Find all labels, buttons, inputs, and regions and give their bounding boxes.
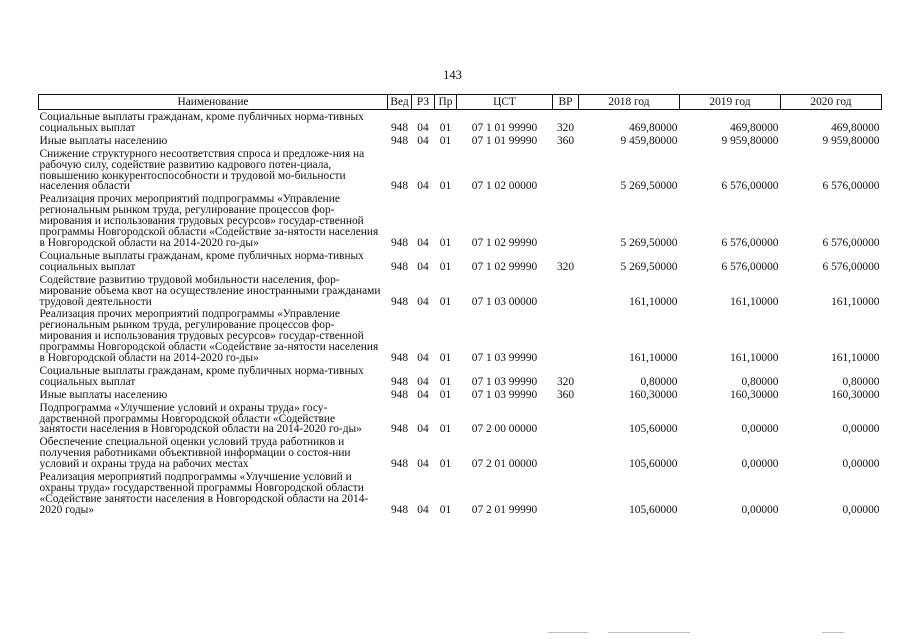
table-header-row — [39, 95, 882, 110]
row-name: Обеспечение специальной оценки условий труда работников и получения работниками объективной информации о состоя-нии условий и охраны труда на рабочих местах — [39, 436, 351, 471]
row-pr: 01 — [439, 503, 452, 516]
row-2018: 9 459,80000 — [620, 134, 678, 147]
row-2019: 469,80000 — [730, 121, 779, 134]
row-2019: 0,00000 — [741, 458, 779, 471]
row-vr: 320 — [556, 121, 575, 134]
table-row — [39, 149, 882, 195]
row-pr: 01 — [439, 236, 452, 249]
row-pr: 01 — [439, 375, 452, 388]
row-pr: 01 — [439, 180, 452, 193]
row-cst: 07 1 02 00000 — [471, 180, 538, 193]
row-2019: 6 576,00000 — [721, 236, 779, 249]
row-2019: 160,30000 — [730, 388, 779, 401]
row-name: Реализация прочих мероприятий подпрограммы «Управление региональным рынком труда, регулирование процессов фор-мирования и использования трудовых ресурсов» государ-ственной программы Новгородской области «Содействие за-нятости населения в Новгородской области на 2014-2020 го-ды» — [39, 308, 379, 365]
header-name: Наименование — [39, 95, 388, 110]
row-ved: 948 — [390, 503, 409, 516]
row-vr: 360 — [556, 388, 575, 401]
row-vr — [553, 403, 579, 438]
row-vr: 320 — [556, 375, 575, 388]
row-2019: 6 576,00000 — [721, 260, 779, 273]
row-2020: 0,00000 — [842, 423, 880, 436]
row-2019: 0,80000 — [741, 375, 779, 388]
table-row — [39, 194, 882, 251]
row-rz: 04 — [417, 134, 429, 147]
row-name: Подпрограмма «Улучшение условий и охраны труда» госу-дарственной программы Новгородской области «Содействие занятости населения в Новгородской области на 2014-2020 го-ды» — [39, 401, 362, 436]
table-row — [39, 390, 882, 403]
row-rz: 04 — [417, 260, 429, 273]
row-vr — [553, 149, 579, 195]
table-row — [39, 309, 882, 366]
table-row — [39, 110, 882, 136]
row-2020: 6 576,00000 — [822, 180, 880, 193]
row-rz: 04 — [417, 121, 429, 134]
header-vr: ВР — [553, 95, 579, 110]
table-row — [39, 136, 882, 149]
scan-artifact — [548, 632, 588, 633]
scan-artifact — [608, 632, 690, 633]
row-ved: 948 — [390, 375, 409, 388]
header-rz: РЗ — [412, 95, 435, 110]
row-2018: 105,60000 — [629, 423, 678, 436]
row-cst: 07 1 03 00000 — [471, 295, 538, 308]
row-2018: 105,60000 — [629, 458, 678, 471]
row-2020: 9 959,80000 — [822, 134, 880, 147]
row-cst: 07 1 03 99990 — [471, 352, 538, 365]
row-2019: 0,00000 — [741, 423, 779, 436]
row-rz: 04 — [417, 423, 429, 436]
row-2018: 160,30000 — [629, 388, 678, 401]
row-ved: 948 — [390, 180, 409, 193]
header-cst: ЦСТ — [457, 95, 553, 110]
row-ved: 948 — [390, 295, 409, 308]
row-ved: 948 — [390, 423, 409, 436]
row-name: Иные выплаты населению — [39, 134, 168, 147]
row-rz: 04 — [417, 458, 429, 471]
row-name: Содействие развитию трудовой мобильности населения, фор-мирование объема квот на осуществление иностранными гражданами трудовой деятельности — [39, 273, 381, 308]
row-2018: 161,10000 — [629, 295, 678, 308]
row-rz: 04 — [417, 388, 429, 401]
row-pr: 01 — [439, 260, 452, 273]
row-cst: 07 2 00 00000 — [471, 423, 538, 436]
header-pr: Пр — [435, 95, 457, 110]
row-vr — [553, 437, 579, 472]
row-2018: 105,60000 — [629, 503, 678, 516]
row-rz: 04 — [417, 352, 429, 365]
row-pr: 01 — [439, 423, 452, 436]
row-pr: 01 — [439, 121, 452, 134]
row-name: Иные выплаты населению — [39, 388, 168, 401]
row-cst: 07 1 02 99990 — [471, 236, 538, 249]
row-2019: 6 576,00000 — [721, 180, 779, 193]
row-name: Реализация прочих мероприятий подпрограммы «Управление региональным рынком труда, регулирование процессов фор-мирования и использования трудовых ресурсов» государ-ственной программы Новгородской области «Содействие за-нятости населения в Новгородской области на 2014-2020 го-ды» — [39, 193, 379, 249]
row-2020: 0,00000 — [842, 503, 880, 516]
row-2018: 5 269,50000 — [620, 260, 678, 273]
row-vr: 360 — [556, 134, 575, 147]
row-rz: 04 — [417, 180, 429, 193]
row-name: Социальные выплаты гражданам, кроме публичных норма-тивных социальных выплат — [39, 364, 364, 388]
table-row — [39, 403, 882, 438]
row-rz: 04 — [417, 236, 429, 249]
row-2018: 5 269,50000 — [620, 180, 678, 193]
row-pr: 01 — [439, 352, 452, 365]
row-2019: 9 959,80000 — [721, 134, 779, 147]
row-2019: 0,00000 — [741, 503, 779, 516]
header-ved: Вед — [388, 95, 412, 110]
row-2020: 6 576,00000 — [822, 260, 880, 273]
row-ved: 948 — [390, 388, 409, 401]
row-cst: 07 2 01 00000 — [471, 458, 538, 471]
row-pr: 01 — [439, 295, 452, 308]
row-vr — [553, 275, 579, 310]
row-ved: 948 — [390, 121, 409, 134]
page-number: 143 — [443, 68, 462, 82]
row-cst: 07 1 03 99990 — [471, 375, 538, 388]
row-2018: 0,80000 — [640, 375, 678, 388]
table-row — [39, 472, 882, 518]
row-pr: 01 — [439, 388, 452, 401]
row-2018: 161,10000 — [629, 352, 678, 365]
row-2020: 6 576,00000 — [822, 236, 880, 249]
row-pr: 01 — [439, 458, 452, 471]
row-vr — [553, 309, 579, 366]
row-ved: 948 — [390, 352, 409, 365]
row-pr: 01 — [439, 134, 452, 147]
row-ved: 948 — [390, 236, 409, 249]
row-cst: 07 1 02 99990 — [471, 260, 538, 273]
row-2020: 0,80000 — [842, 375, 880, 388]
row-vr — [553, 472, 579, 518]
header-2020: 2020 год — [781, 95, 882, 110]
row-rz: 04 — [417, 503, 429, 516]
row-2020: 469,80000 — [831, 121, 880, 134]
scan-artifact — [822, 632, 844, 633]
row-rz: 04 — [417, 375, 429, 388]
row-name: Социальные выплаты гражданам, кроме публичных норма-тивных социальных выплат — [39, 111, 364, 134]
table-row — [39, 251, 882, 275]
row-2019: 161,10000 — [730, 352, 779, 365]
row-rz: 04 — [417, 295, 429, 308]
row-cst: 07 2 01 99990 — [471, 503, 538, 516]
table-row — [39, 275, 882, 310]
table-row — [39, 366, 882, 390]
row-cst: 07 1 01 99990 — [471, 121, 538, 134]
row-2020: 161,10000 — [831, 295, 880, 308]
header-2019: 2019 год — [680, 95, 781, 110]
row-name: Социальные выплаты гражданам, кроме публичных норма-тивных социальных выплат — [39, 249, 364, 273]
budget-table — [38, 94, 882, 518]
row-name: Снижение структурного несоответствия спроса и предложе-ния на рабочую силу, содействие развитию кадрового потен-циала, повышению конкурентоспособности и трудовой мо-бильности населения области — [39, 147, 365, 193]
row-2018: 5 269,50000 — [620, 236, 678, 249]
row-name: Реализация мероприятий подпрограммы «Улучшение условий и охраны труда» государственной программы Новгородской области «Содействие занятости населения в Новгородской области на 2014-2020 годы» — [39, 471, 369, 516]
row-2018: 469,80000 — [629, 121, 678, 134]
row-ved: 948 — [390, 134, 409, 147]
row-2020: 160,30000 — [831, 388, 880, 401]
header-2018: 2018 год — [579, 95, 680, 110]
row-vr: 320 — [556, 260, 575, 273]
row-2020: 0,00000 — [842, 458, 880, 471]
row-vr — [553, 194, 579, 251]
row-cst: 07 1 01 99990 — [471, 134, 538, 147]
table-row — [39, 437, 882, 472]
row-ved: 948 — [390, 260, 409, 273]
row-2020: 161,10000 — [831, 352, 880, 365]
row-2019: 161,10000 — [730, 295, 779, 308]
row-ved: 948 — [390, 458, 409, 471]
row-cst: 07 1 03 99990 — [471, 388, 538, 401]
